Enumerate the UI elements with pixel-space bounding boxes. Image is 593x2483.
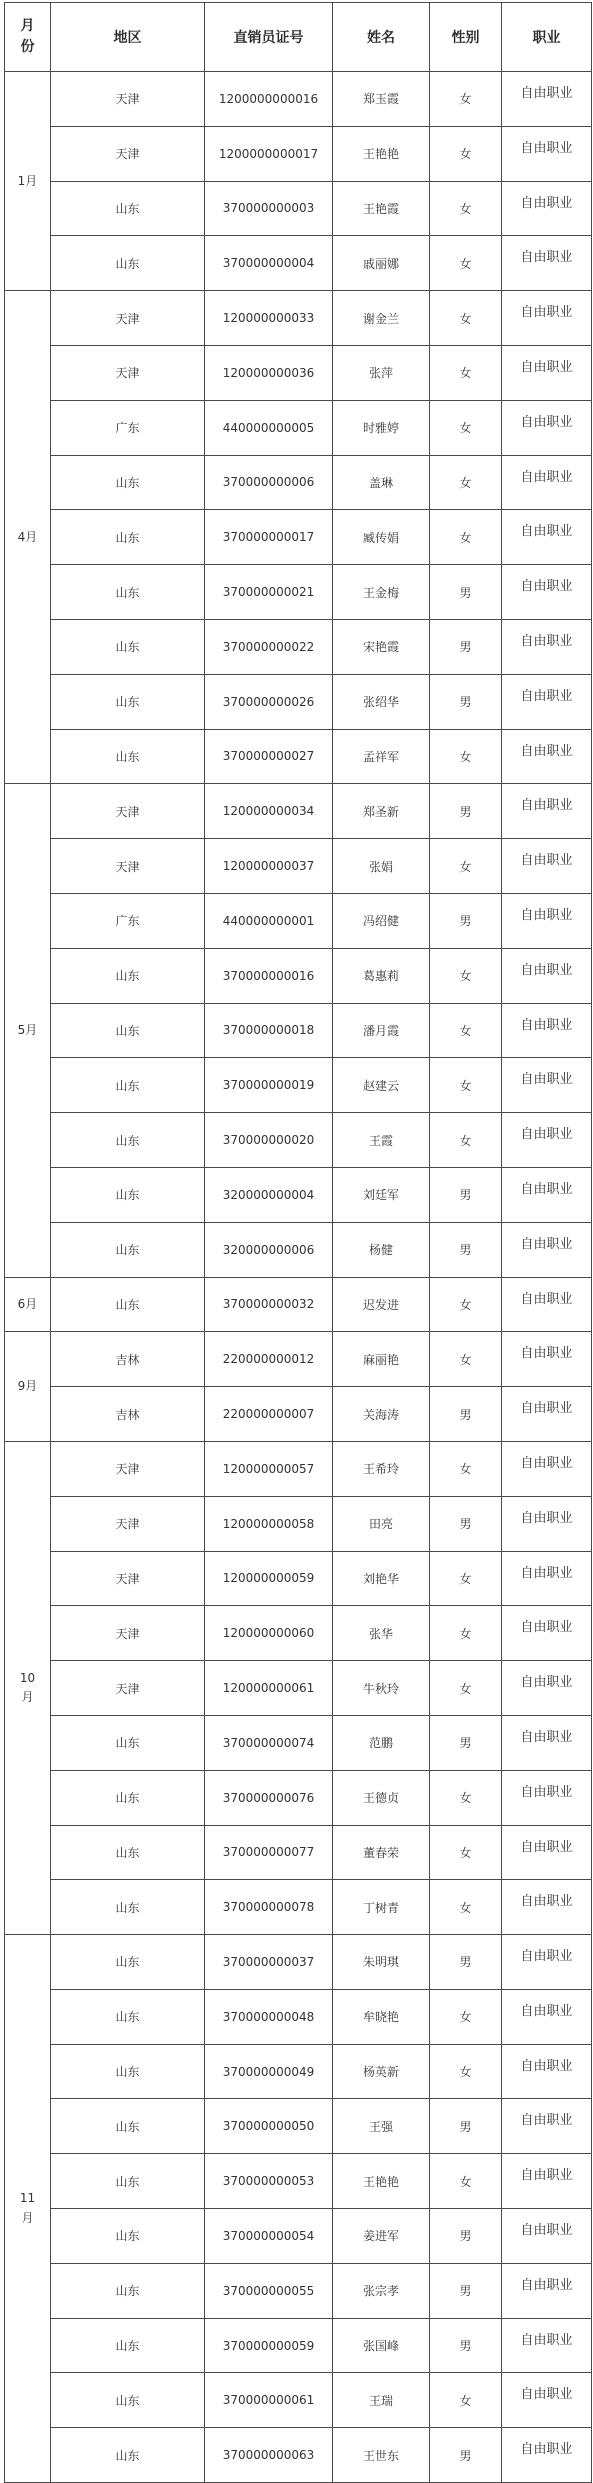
- gender-cell: 男: [430, 2209, 502, 2264]
- region-cell: 山东: [51, 619, 205, 674]
- id-cell: 370000000076: [205, 1770, 333, 1825]
- id-cell: 320000000006: [205, 1222, 333, 1277]
- gender-cell: 女: [430, 181, 502, 236]
- name-cell: 王瑞: [333, 2373, 430, 2428]
- name-cell: 姜进军: [333, 2209, 430, 2264]
- gender-cell: 男: [430, 565, 502, 620]
- id-cell: 370000000003: [205, 181, 333, 236]
- gender-cell: 男: [430, 674, 502, 729]
- name-cell: 赵建云: [333, 1058, 430, 1113]
- gender-cell: 男: [430, 1715, 502, 1770]
- gender-cell: 女: [430, 1825, 502, 1880]
- job-cell: 自由职业: [502, 1825, 592, 1880]
- table-row: [5, 236, 592, 291]
- job-cell: 自由职业: [502, 345, 592, 400]
- job-cell: 自由职业: [502, 1770, 592, 1825]
- region-cell: 天津: [51, 1551, 205, 1606]
- table-row: [5, 510, 592, 565]
- gender-cell: 女: [430, 1770, 502, 1825]
- region-cell: 山东: [51, 1715, 205, 1770]
- table-row: [5, 1715, 592, 1770]
- job-cell: 自由职业: [502, 2044, 592, 2099]
- id-cell: 370000000078: [205, 1880, 333, 1935]
- gender-cell: 女: [430, 455, 502, 510]
- name-cell: 王德贞: [333, 1770, 430, 1825]
- table-row: [5, 2373, 592, 2428]
- job-cell: 自由职业: [502, 1332, 592, 1387]
- id-cell: 370000000054: [205, 2209, 333, 2264]
- job-cell: 自由职业: [502, 2099, 592, 2154]
- job-cell: 自由职业: [502, 619, 592, 674]
- month-cell: 9月: [5, 1332, 51, 1442]
- name-cell: 范鹏: [333, 1715, 430, 1770]
- name-cell: 张绍华: [333, 674, 430, 729]
- id-cell: 440000000001: [205, 893, 333, 948]
- month-cell: 4月: [5, 291, 51, 784]
- name-cell: 张华: [333, 1606, 430, 1661]
- id-cell: 370000000061: [205, 2373, 333, 2428]
- header-month: 月 份: [5, 3, 51, 72]
- table-row: [5, 181, 592, 236]
- table-row: [5, 565, 592, 620]
- job-cell: 自由职业: [502, 2263, 592, 2318]
- gender-cell: 女: [430, 126, 502, 181]
- region-cell: 山东: [51, 1222, 205, 1277]
- month-cell: 1月: [5, 72, 51, 291]
- id-cell: 220000000012: [205, 1332, 333, 1387]
- id-cell: 370000000063: [205, 2428, 333, 2483]
- name-cell: 朱明琪: [333, 1935, 430, 1990]
- id-cell: 120000000059: [205, 1551, 333, 1606]
- id-cell: 370000000027: [205, 729, 333, 784]
- job-cell: 自由职业: [502, 2373, 592, 2428]
- id-cell: 370000000048: [205, 1989, 333, 2044]
- table-row: [5, 1167, 592, 1222]
- table-row: [5, 1222, 592, 1277]
- region-cell: 山东: [51, 2099, 205, 2154]
- name-cell: 臧传娟: [333, 510, 430, 565]
- job-cell: 自由职业: [502, 1606, 592, 1661]
- gender-cell: 男: [430, 2318, 502, 2373]
- job-cell: 自由职业: [502, 839, 592, 894]
- job-cell: 自由职业: [502, 2428, 592, 2483]
- name-cell: 关海涛: [333, 1387, 430, 1442]
- region-cell: 山东: [51, 2318, 205, 2373]
- gender-cell: 女: [430, 345, 502, 400]
- id-cell: 1200000000016: [205, 72, 333, 127]
- gender-cell: 女: [430, 236, 502, 291]
- table-row: [5, 1551, 592, 1606]
- job-cell: 自由职业: [502, 565, 592, 620]
- header-id: 直销员证号: [205, 3, 333, 72]
- table-row: [5, 291, 592, 346]
- job-cell: 自由职业: [502, 291, 592, 346]
- gender-cell: 女: [430, 1661, 502, 1716]
- name-cell: 刘艳华: [333, 1551, 430, 1606]
- gender-cell: 女: [430, 1989, 502, 2044]
- name-cell: 盖琳: [333, 455, 430, 510]
- name-cell: 王希玲: [333, 1441, 430, 1496]
- table-row: [5, 1387, 592, 1442]
- name-cell: 冯绍健: [333, 893, 430, 948]
- gender-cell: 女: [430, 1113, 502, 1168]
- table-row: [5, 1441, 592, 1496]
- job-cell: 自由职业: [502, 2318, 592, 2373]
- id-cell: 370000000017: [205, 510, 333, 565]
- region-cell: 山东: [51, 1825, 205, 1880]
- gender-cell: 女: [430, 1277, 502, 1332]
- month-cell: 11 月: [5, 1935, 51, 2483]
- id-cell: 1200000000017: [205, 126, 333, 181]
- name-cell: 王霞: [333, 1113, 430, 1168]
- table-row: [5, 1770, 592, 1825]
- region-cell: 山东: [51, 510, 205, 565]
- job-cell: 自由职业: [502, 236, 592, 291]
- header-region: 地区: [51, 3, 205, 72]
- id-cell: 370000000019: [205, 1058, 333, 1113]
- gender-cell: 男: [430, 784, 502, 839]
- month-cell: 6月: [5, 1277, 51, 1332]
- job-cell: 自由职业: [502, 1387, 592, 1442]
- job-cell: 自由职业: [502, 893, 592, 948]
- table-row: [5, 839, 592, 894]
- id-cell: 370000000026: [205, 674, 333, 729]
- id-cell: 370000000016: [205, 948, 333, 1003]
- gender-cell: 女: [430, 1880, 502, 1935]
- name-cell: 宋艳霞: [333, 619, 430, 674]
- gender-cell: 男: [430, 619, 502, 674]
- table-row: [5, 455, 592, 510]
- region-cell: 山东: [51, 455, 205, 510]
- gender-cell: 男: [430, 1935, 502, 1990]
- job-cell: 自由职业: [502, 1277, 592, 1332]
- table-row: [5, 729, 592, 784]
- id-cell: 370000000022: [205, 619, 333, 674]
- table-row: [5, 784, 592, 839]
- region-cell: 山东: [51, 1935, 205, 1990]
- job-cell: 自由职业: [502, 72, 592, 127]
- region-cell: 天津: [51, 126, 205, 181]
- id-cell: 370000000020: [205, 1113, 333, 1168]
- region-cell: 天津: [51, 72, 205, 127]
- name-cell: 戚丽娜: [333, 236, 430, 291]
- job-cell: 自由职业: [502, 2154, 592, 2209]
- region-cell: 山东: [51, 1277, 205, 1332]
- table-row: [5, 2209, 592, 2264]
- sales-staff-table-container: [4, 2, 591, 2483]
- table-row: [5, 1277, 592, 1332]
- name-cell: 张娟: [333, 839, 430, 894]
- gender-cell: 男: [430, 1496, 502, 1551]
- region-cell: 山东: [51, 1058, 205, 1113]
- id-cell: 120000000033: [205, 291, 333, 346]
- table-row: [5, 72, 592, 127]
- region-cell: 山东: [51, 1880, 205, 1935]
- job-cell: 自由职业: [502, 1058, 592, 1113]
- region-cell: 山东: [51, 2428, 205, 2483]
- job-cell: 自由职业: [502, 729, 592, 784]
- id-cell: 370000000037: [205, 1935, 333, 1990]
- id-cell: 370000000004: [205, 236, 333, 291]
- region-cell: 山东: [51, 2373, 205, 2428]
- id-cell: 320000000004: [205, 1167, 333, 1222]
- job-cell: 自由职业: [502, 126, 592, 181]
- id-cell: 120000000060: [205, 1606, 333, 1661]
- region-cell: 山东: [51, 1113, 205, 1168]
- job-cell: 自由职业: [502, 1003, 592, 1058]
- name-cell: 王艳艳: [333, 126, 430, 181]
- name-cell: 牟晓艳: [333, 1989, 430, 2044]
- job-cell: 自由职业: [502, 1880, 592, 1935]
- table-row: [5, 1496, 592, 1551]
- gender-cell: 女: [430, 510, 502, 565]
- gender-cell: 女: [430, 1332, 502, 1387]
- gender-cell: 男: [430, 2099, 502, 2154]
- table-row: [5, 2263, 592, 2318]
- region-cell: 山东: [51, 181, 205, 236]
- name-cell: 杨健: [333, 1222, 430, 1277]
- region-cell: 天津: [51, 1441, 205, 1496]
- job-cell: 自由职业: [502, 674, 592, 729]
- region-cell: 山东: [51, 1003, 205, 1058]
- gender-cell: 男: [430, 2428, 502, 2483]
- table-row: [5, 1606, 592, 1661]
- sales-staff-table: [4, 2, 592, 2483]
- gender-cell: 女: [430, 948, 502, 1003]
- month-cell: 10 月: [5, 1441, 51, 1934]
- job-cell: 自由职业: [502, 510, 592, 565]
- id-cell: 440000000005: [205, 400, 333, 455]
- header-row: [5, 3, 592, 72]
- table-row: [5, 1935, 592, 1990]
- job-cell: 自由职业: [502, 181, 592, 236]
- name-cell: 葛惠莉: [333, 948, 430, 1003]
- name-cell: 潘月霞: [333, 1003, 430, 1058]
- region-cell: 天津: [51, 839, 205, 894]
- table-row: [5, 674, 592, 729]
- job-cell: 自由职业: [502, 948, 592, 1003]
- job-cell: 自由职业: [502, 1715, 592, 1770]
- name-cell: 张宗孝: [333, 2263, 430, 2318]
- id-cell: 370000000077: [205, 1825, 333, 1880]
- gender-cell: 女: [430, 400, 502, 455]
- table-row: [5, 1661, 592, 1716]
- id-cell: 370000000006: [205, 455, 333, 510]
- region-cell: 山东: [51, 2209, 205, 2264]
- id-cell: 370000000049: [205, 2044, 333, 2099]
- job-cell: 自由职业: [502, 1496, 592, 1551]
- job-cell: 自由职业: [502, 1222, 592, 1277]
- id-cell: 370000000053: [205, 2154, 333, 2209]
- table-row: [5, 400, 592, 455]
- id-cell: 370000000050: [205, 2099, 333, 2154]
- region-cell: 山东: [51, 2263, 205, 2318]
- table-row: [5, 1880, 592, 1935]
- gender-cell: 女: [430, 2044, 502, 2099]
- region-cell: 吉林: [51, 1332, 205, 1387]
- table-row: [5, 2099, 592, 2154]
- region-cell: 广东: [51, 893, 205, 948]
- id-cell: 370000000055: [205, 2263, 333, 2318]
- id-cell: 370000000059: [205, 2318, 333, 2373]
- table-header: [5, 3, 592, 72]
- name-cell: 田亮: [333, 1496, 430, 1551]
- id-cell: 120000000057: [205, 1441, 333, 1496]
- region-cell: 天津: [51, 1606, 205, 1661]
- table-row: [5, 1332, 592, 1387]
- region-cell: 山东: [51, 2154, 205, 2209]
- name-cell: 丁树青: [333, 1880, 430, 1935]
- name-cell: 王艳霞: [333, 181, 430, 236]
- table-row: [5, 1113, 592, 1168]
- name-cell: 迟发进: [333, 1277, 430, 1332]
- gender-cell: 男: [430, 1222, 502, 1277]
- region-cell: 广东: [51, 400, 205, 455]
- name-cell: 王强: [333, 2099, 430, 2154]
- id-cell: 120000000037: [205, 839, 333, 894]
- header-gender: 性别: [430, 3, 502, 72]
- name-cell: 张国峰: [333, 2318, 430, 2373]
- region-cell: 山东: [51, 729, 205, 784]
- table-row: [5, 126, 592, 181]
- id-cell: 120000000036: [205, 345, 333, 400]
- job-cell: 自由职业: [502, 1551, 592, 1606]
- id-cell: 120000000058: [205, 1496, 333, 1551]
- name-cell: 郑玉霞: [333, 72, 430, 127]
- job-cell: 自由职业: [502, 1989, 592, 2044]
- id-cell: 220000000007: [205, 1387, 333, 1442]
- table-body: [5, 72, 592, 2483]
- table-row: [5, 345, 592, 400]
- gender-cell: 女: [430, 1003, 502, 1058]
- gender-cell: 男: [430, 1387, 502, 1442]
- gender-cell: 女: [430, 291, 502, 346]
- id-cell: 120000000034: [205, 784, 333, 839]
- job-cell: 自由职业: [502, 1113, 592, 1168]
- name-cell: 孟祥军: [333, 729, 430, 784]
- job-cell: 自由职业: [502, 1935, 592, 1990]
- region-cell: 山东: [51, 236, 205, 291]
- region-cell: 山东: [51, 1770, 205, 1825]
- name-cell: 董春荣: [333, 1825, 430, 1880]
- region-cell: 天津: [51, 345, 205, 400]
- job-cell: 自由职业: [502, 1441, 592, 1496]
- job-cell: 自由职业: [502, 784, 592, 839]
- region-cell: 天津: [51, 1496, 205, 1551]
- gender-cell: 女: [430, 1058, 502, 1113]
- id-cell: 370000000032: [205, 1277, 333, 1332]
- region-cell: 吉林: [51, 1387, 205, 1442]
- name-cell: 时雅婷: [333, 400, 430, 455]
- id-cell: 370000000021: [205, 565, 333, 620]
- gender-cell: 女: [430, 729, 502, 784]
- table-row: [5, 2044, 592, 2099]
- name-cell: 郑圣新: [333, 784, 430, 839]
- gender-cell: 男: [430, 1167, 502, 1222]
- table-row: [5, 2154, 592, 2209]
- table-row: [5, 1058, 592, 1113]
- name-cell: 麻丽艳: [333, 1332, 430, 1387]
- table-row: [5, 948, 592, 1003]
- region-cell: 山东: [51, 1989, 205, 2044]
- gender-cell: 女: [430, 1606, 502, 1661]
- name-cell: 刘廷军: [333, 1167, 430, 1222]
- gender-cell: 女: [430, 839, 502, 894]
- header-job: 职业: [502, 3, 592, 72]
- gender-cell: 男: [430, 893, 502, 948]
- job-cell: 自由职业: [502, 1167, 592, 1222]
- job-cell: 自由职业: [502, 400, 592, 455]
- id-cell: 120000000061: [205, 1661, 333, 1716]
- table-row: [5, 1825, 592, 1880]
- gender-cell: 女: [430, 2154, 502, 2209]
- region-cell: 山东: [51, 674, 205, 729]
- job-cell: 自由职业: [502, 455, 592, 510]
- region-cell: 天津: [51, 291, 205, 346]
- table-row: [5, 1989, 592, 2044]
- job-cell: 自由职业: [502, 2209, 592, 2264]
- region-cell: 天津: [51, 1661, 205, 1716]
- region-cell: 山东: [51, 565, 205, 620]
- table-row: [5, 2428, 592, 2483]
- table-row: [5, 2318, 592, 2373]
- region-cell: 山东: [51, 2044, 205, 2099]
- gender-cell: 男: [430, 2263, 502, 2318]
- name-cell: 王金梅: [333, 565, 430, 620]
- gender-cell: 女: [430, 2373, 502, 2428]
- table-row: [5, 1003, 592, 1058]
- name-cell: 王世东: [333, 2428, 430, 2483]
- region-cell: 山东: [51, 948, 205, 1003]
- id-cell: 370000000074: [205, 1715, 333, 1770]
- month-cell: 5月: [5, 784, 51, 1277]
- name-cell: 牛秋玲: [333, 1661, 430, 1716]
- gender-cell: 女: [430, 1441, 502, 1496]
- name-cell: 王艳艳: [333, 2154, 430, 2209]
- id-cell: 370000000018: [205, 1003, 333, 1058]
- gender-cell: 女: [430, 1551, 502, 1606]
- gender-cell: 女: [430, 72, 502, 127]
- name-cell: 张萍: [333, 345, 430, 400]
- region-cell: 天津: [51, 784, 205, 839]
- name-cell: 谢金兰: [333, 291, 430, 346]
- table-row: [5, 619, 592, 674]
- name-cell: 杨英新: [333, 2044, 430, 2099]
- table-row: [5, 893, 592, 948]
- job-cell: 自由职业: [502, 1661, 592, 1716]
- region-cell: 山东: [51, 1167, 205, 1222]
- header-name: 姓名: [333, 3, 430, 72]
